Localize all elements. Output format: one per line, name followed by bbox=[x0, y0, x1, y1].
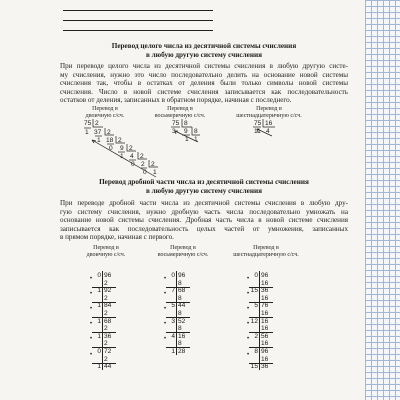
fraction-part: 2 bbox=[104, 325, 108, 333]
integer-part: 0 bbox=[97, 348, 101, 355]
integer-part: 2 bbox=[254, 332, 258, 340]
fraction-part: 16 bbox=[261, 355, 269, 363]
fraction-part: 2 bbox=[104, 294, 108, 302]
fraction-part: 76 bbox=[261, 302, 269, 310]
fraction-part: 16 bbox=[261, 317, 269, 325]
paragraph-line: в прямом порядке, начиная с первого. bbox=[60, 233, 174, 242]
paragraph-line: При переводе целого числа из десятичной системы счисления в любую другую систе- bbox=[60, 62, 348, 70]
fraction-part: 2 bbox=[104, 279, 108, 287]
fraction-part: 28 bbox=[178, 348, 186, 355]
fraction-part: 16 bbox=[261, 340, 269, 348]
caption-octal-fraction: Перевод в восьмеричную с/сч. bbox=[157, 245, 209, 258]
multiply-sign: • bbox=[164, 336, 167, 343]
table-row bbox=[160, 348, 194, 355]
fraction-part: 44 bbox=[178, 302, 186, 310]
fraction-part: 8 bbox=[178, 325, 182, 333]
fraction-part: 8 bbox=[178, 279, 182, 287]
caption-binary: Перевод в двоичную с/сч. bbox=[85, 106, 125, 119]
integer-part: 15 bbox=[250, 287, 258, 295]
fraction-part: 44 bbox=[104, 363, 112, 371]
table-row bbox=[86, 363, 120, 370]
paragraph-line: гую систему счисления, нужно дробную часть числа последовательно умножать на bbox=[60, 207, 348, 216]
caption-binary-fraction: Перевод в двоичную с/сч. bbox=[86, 245, 126, 258]
multiply-sign: • bbox=[90, 290, 93, 297]
multiply-sign: • bbox=[164, 290, 167, 297]
integer-part: 3 bbox=[171, 317, 175, 325]
octal-multiplication bbox=[160, 272, 194, 362]
multiply-sign: • bbox=[164, 275, 167, 282]
multiply-sign: • bbox=[247, 290, 250, 297]
fraction-part: 36 bbox=[261, 287, 269, 295]
fraction-part: 2 bbox=[104, 340, 108, 348]
paragraph-line: му счисления, нужно это число последовательно делить на основание новой системы bbox=[60, 70, 348, 79]
integer-part: 1 bbox=[97, 302, 101, 310]
paragraph-line: При переводе дробной части числа из десятичной системы счисления в любую дру- bbox=[60, 199, 348, 207]
heading-line: в любую другую систему счисления bbox=[145, 186, 263, 195]
heading-line: в любую другую систему счисления bbox=[145, 50, 263, 59]
section-heading-fraction bbox=[60, 178, 348, 195]
multiply-sign: • bbox=[90, 321, 93, 328]
integer-part: 0 bbox=[171, 272, 175, 279]
fraction-part: 68 bbox=[178, 287, 186, 295]
fraction-part: 8 bbox=[178, 294, 182, 302]
fraction-part: 92 bbox=[104, 287, 112, 295]
multiply-sign: • bbox=[164, 306, 167, 312]
integer-part: 1 bbox=[97, 287, 101, 295]
fraction-part: 68 bbox=[104, 317, 112, 325]
fraction-part: 96 bbox=[104, 272, 112, 279]
paragraph-line: основание новой системы счисления. Дробная часть числа в новой системе счисления bbox=[60, 216, 348, 225]
integer-part: 4 bbox=[171, 332, 175, 340]
hex-multiplication bbox=[243, 272, 277, 372]
fraction-part: 16 bbox=[261, 294, 269, 302]
integer-part: 1 bbox=[97, 363, 101, 371]
fraction-part: 2 bbox=[104, 310, 108, 317]
integer-part: 0 bbox=[97, 272, 101, 279]
graph-paper-edge bbox=[365, 0, 400, 400]
fraction-part: 36 bbox=[261, 363, 269, 371]
table-row bbox=[243, 363, 277, 370]
fraction-part: 16 bbox=[261, 310, 269, 317]
fraction-part: 16 bbox=[178, 332, 186, 340]
integer-part: 8 bbox=[254, 348, 258, 355]
fraction-part: 16 bbox=[261, 279, 269, 287]
integer-part: 0 bbox=[254, 272, 258, 279]
fraction-part: 52 bbox=[178, 317, 186, 325]
integer-part: 12 bbox=[250, 317, 258, 325]
multiply-sign: • bbox=[247, 321, 250, 328]
heading-line: Перевод дробной части числа из десятичной системы счисления bbox=[99, 178, 309, 186]
paragraph-line: записывается как последовательность целых частей от умножения, записанных bbox=[60, 224, 348, 233]
caption-hex: Перевод в шестнадцатеричную с/сч. bbox=[236, 106, 302, 119]
fraction-part: 36 bbox=[104, 332, 112, 340]
multiply-sign: • bbox=[247, 306, 250, 312]
caption-hex-fraction: Перевод в шестнадцатеричную с/сч. bbox=[233, 245, 299, 258]
textbook-page: Перевод целого числа из десятичной системы счисления в любую другую систему счисления При переводе целого числа из десятичной системы счисления в любую другую систе- му счисления, нужно это число последовательно делить на основание новой системы счисления так, чтобы в остатках от деления были только символы новой системы счисления. Число в новой системе счисления записывается как последовательность остатков от деления, записанных в обратном порядке, начиная с последнего. Перевод в двоичную с/сч. Перевод в восьмеричную с/сч. Перевод в шестнадцатеричную с/сч. 75 2 1 37 2 1 18 2 0 9 2 1 4 2 0 2 2 0 1 75 8 3 9 8 1 1 75 16 11 4 Перевод дробной части числа из десятичной системы счисления в любую другую систему счисления При переводе дробной части числа из десятичной системы счисления в любую дру- гую систему счисления, нужно дробную часть числа последовательно умножать на основание новой системы счисления. Дробная часть числа в новой системе счисления записывается как последовательность целых частей от умножения, записанных в прямом порядке, начиная с первого. Перевод в двоичную с/сч. Перевод в восьмеричную с/сч. Перевод в шестнадцатеричную с/сч. 0 96 2 • 1 92 2 • 1 84 2 • 1 68 2 • 1 36 2 • 0 72 2 • 1 44 0 96 8 • 7 68 8 • 5 44 8 • 3 52 8 • 4 16 8 • 1 28 0 96 16 • 15 36 16 • 5 76 16 • 12 16 16 • 2 56 16 • 8 96 16 • 15 36 bbox=[0, 0, 383, 400]
multiply-sign: • bbox=[90, 351, 93, 358]
integer-part: 5 bbox=[254, 302, 258, 310]
fraction-part: 96 bbox=[261, 272, 269, 279]
fraction-part: 8 bbox=[178, 340, 182, 348]
fraction-part: 96 bbox=[178, 272, 186, 279]
integer-part: 5 bbox=[171, 302, 175, 310]
integer-part: 1 bbox=[171, 348, 175, 355]
paragraph-fraction bbox=[60, 199, 348, 242]
integer-part: 1 bbox=[97, 332, 101, 340]
integer-part: 15 bbox=[250, 363, 258, 371]
fraction-part: 2 bbox=[104, 355, 108, 363]
fraction-part: 16 bbox=[261, 325, 269, 333]
multiply-sign: • bbox=[90, 336, 93, 343]
multiply-sign: • bbox=[164, 321, 167, 328]
caption-octal: Перевод в восьмеричную с/сч. bbox=[154, 106, 206, 119]
fraction-part: 96 bbox=[261, 348, 269, 355]
integer-part: 7 bbox=[171, 287, 175, 295]
multiply-sign: • bbox=[90, 306, 93, 312]
binary-multiplication bbox=[86, 272, 120, 372]
multiply-sign: • bbox=[247, 336, 250, 343]
fraction-part: 8 bbox=[178, 310, 182, 317]
fraction-part: 84 bbox=[104, 302, 112, 310]
multiply-sign: • bbox=[247, 351, 250, 358]
paragraph-line: остатков от деления, записанных в обратном порядке, начиная с последнего. bbox=[60, 96, 292, 105]
multiply-sign: • bbox=[90, 275, 93, 282]
heading-line: Перевод целого числа из десятичной системы счисления bbox=[111, 42, 297, 50]
fraction-part: 72 bbox=[104, 348, 112, 355]
integer-part: 1 bbox=[97, 317, 101, 325]
paragraph-line: счисления так, чтобы в остатках от деления были только символы новой системы bbox=[60, 79, 348, 88]
fraction-part: 56 bbox=[261, 332, 269, 340]
multiply-sign: • bbox=[247, 275, 250, 282]
paragraph-line: счисления. Число в новой системе счисления записывается как последовательность bbox=[60, 87, 348, 96]
